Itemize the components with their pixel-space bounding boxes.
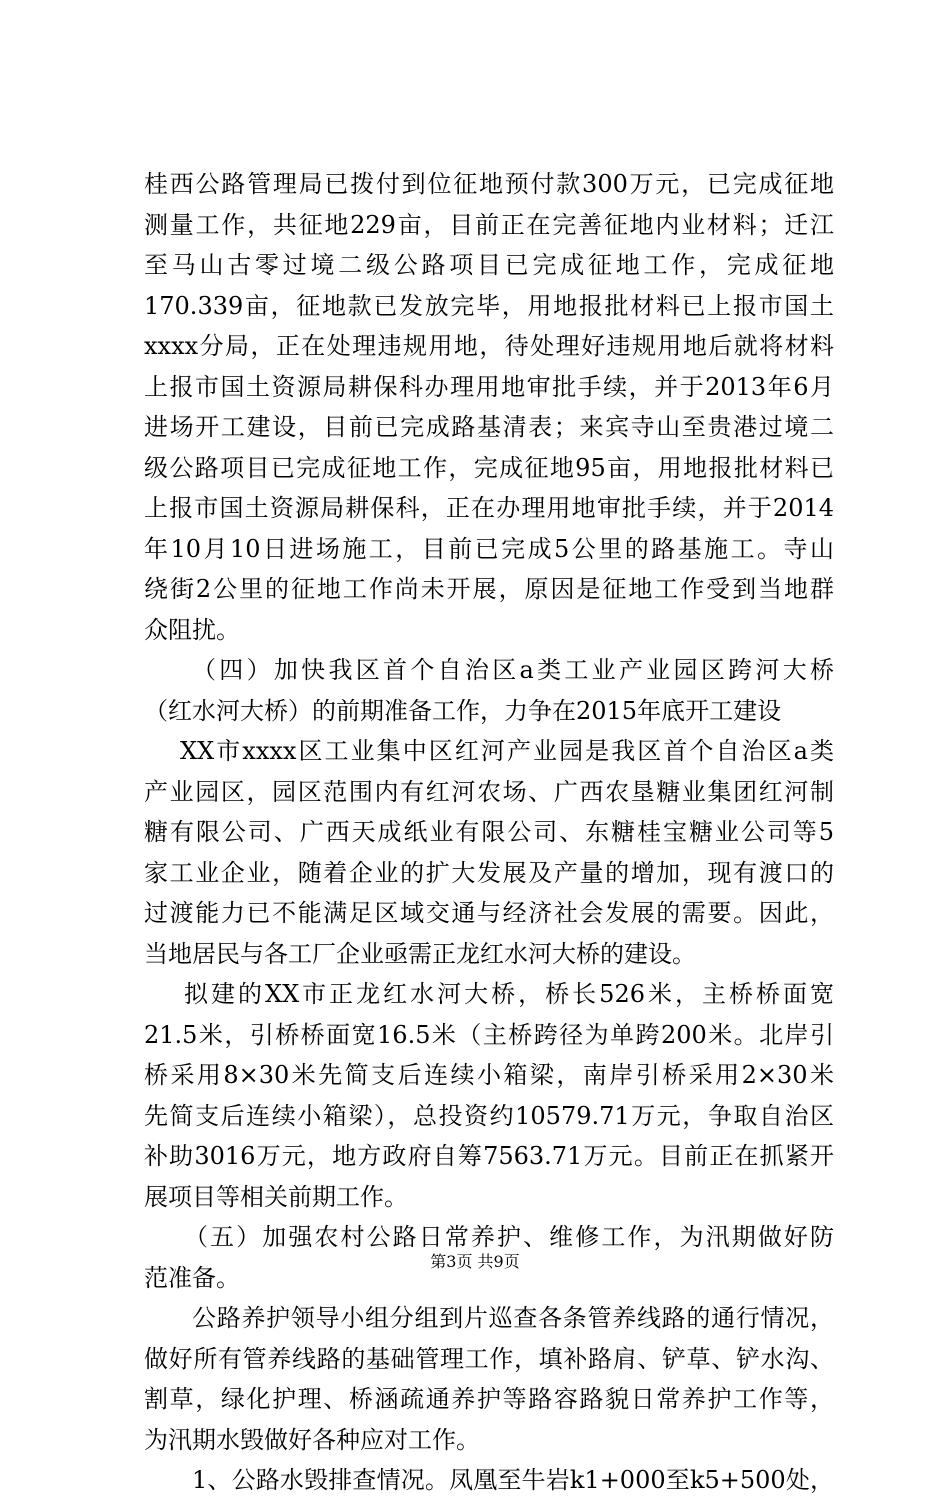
text-line: xxxx分局，正在处理违规用地，待处理好违规用地后就将材料 [144, 332, 834, 360]
text-line: 至马山古零过境二级公路项目已完成征地工作，完成征地 [144, 251, 834, 279]
text-line: 补助3016万元，地方政府自筹7563.71万元。目前正在抓紧开 [144, 1142, 834, 1170]
text-line: XX市xxxx区工业集中区红河产业园是我区首个自治区a类 [180, 737, 834, 765]
text-line: 级公路项目已完成征地工作，完成征地95亩，用地报批材料已 [144, 453, 834, 482]
text-line: 家工业企业，随着企业的扩大发展及产量的增加，现有渡口的 [144, 858, 834, 887]
text-line: 桂西公路管理局已拨付到位征地预付款300万元，已完成征地 [144, 170, 834, 198]
text-line: 170.339亩，征地款已发放完毕，用地报批材料已上报市国土 [144, 291, 834, 320]
text-line: 过渡能力已不能满足区域交通与经济社会发展的需要。因此， [144, 899, 834, 927]
text-line: 展项目等相关前期工作。 [144, 1182, 408, 1211]
text-line: 进场开工建设，目前已完成路基清表；来宾寺山至贵港过境二 [144, 413, 834, 441]
text-line: 桥采用8×30米先简支后连续小箱梁，南岸引桥采用2×30米 [144, 1061, 834, 1089]
text-line: 范准备。 [144, 1263, 240, 1292]
text-line: 先简支后连续小箱梁），总投资约10579.71万元，争取自治区 [144, 1101, 834, 1130]
text-line: 上报市国土资源局耕保科办理用地审批手续，并于2013年6月 [144, 372, 834, 401]
text-line: 测量工作，共征地229亩，目前正在完善征地内业材料；迁江 [144, 210, 834, 239]
text-line: 糖有限公司、广西天成纸业有限公司、东糖桂宝糖业公司等5 [144, 818, 834, 846]
text-line: 上报市国土资源局耕保科，正在办理用地审批手续，并于2014 [144, 494, 834, 522]
text-line: 绕街2公里的征地工作尚未开展，原因是征地工作受到当地群 [144, 575, 834, 603]
text-line: 1、公路水毁排查情况。凤凰至牛岩k1+000至k5+500处， [192, 1466, 834, 1494]
text-line: 当地居民与各工厂企业亟需正龙红水河大桥的建设。 [144, 939, 696, 968]
text-line: 产业园区，园区范围内有红河农场、广西农垦糖业集团红河制 [144, 777, 834, 806]
document-body [144, 164, 834, 1501]
text-line: 公路养护领导小组分组到片巡查各条管养线路的通行情况， [192, 1304, 834, 1332]
text-line: 年10月10日进场施工，目前已完成5公里的路基施工。寺山 [144, 534, 834, 563]
text-line: （五）加强农村公路日常养护、维修工作，为汛期做好防 [184, 1223, 834, 1251]
text-line: 为汛期水毁做好各种应对工作。 [144, 1425, 480, 1454]
text-line: （四）加快我区首个自治区a类工业产业园区跨河大桥 [192, 656, 834, 684]
text-line: 众阻扰。 [144, 615, 240, 644]
text-line: （红水河大桥）的前期准备工作，力争在2015年底开工建设 [144, 696, 782, 725]
text-line: 21.5米，引桥桥面宽16.5米（主桥跨径为单跨200米。北岸引 [144, 1020, 834, 1049]
text-line: 割草，绿化护理、桥涵疏通养护等路容路貌日常养护工作等， [144, 1385, 834, 1413]
text-line: 做好所有管养线路的基础管理工作，填补路肩、铲草、铲水沟、 [144, 1344, 834, 1373]
page-footer: 第3页 共9页 [430, 1252, 520, 1271]
text-line: 拟建的XX市正龙红水河大桥，桥长526米，主桥桥面宽 [184, 980, 834, 1008]
